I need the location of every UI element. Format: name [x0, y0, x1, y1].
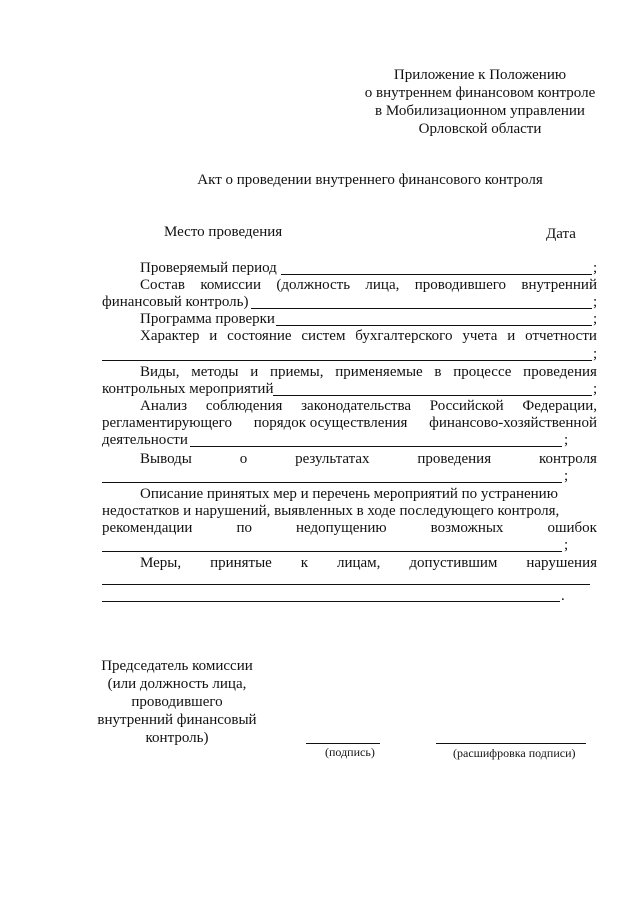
- semicolon: ;: [593, 311, 598, 327]
- analysis-line: [190, 446, 562, 447]
- word: порядок осуществления: [253, 415, 408, 431]
- analysis-line-3: деятельности: [102, 432, 188, 448]
- word: комиссии: [200, 277, 261, 293]
- semicolon: ;: [593, 260, 598, 276]
- date-label: Дата: [546, 226, 576, 242]
- header-line-2: о внутреннем финансовом контроле: [364, 85, 596, 101]
- word: проведения: [523, 364, 597, 380]
- violators-line-1-blank: [102, 584, 590, 585]
- word: о: [239, 451, 248, 467]
- word: проводившего: [414, 277, 507, 293]
- header-line-4: Орловской области: [418, 121, 542, 137]
- word: Виды,: [140, 364, 180, 380]
- word: (должность: [276, 277, 351, 293]
- word: лицам,: [336, 555, 381, 571]
- program-line: [276, 325, 592, 326]
- word: бухгалтерского: [355, 328, 453, 344]
- word: Российской: [429, 398, 504, 414]
- violators-line-1: [140, 555, 597, 572]
- word: систем: [301, 328, 346, 344]
- conclusions-line: [102, 482, 562, 483]
- word: законодательства: [301, 398, 412, 414]
- word: по: [236, 520, 252, 536]
- word: отчетности: [525, 328, 597, 344]
- word: соблюдения: [205, 398, 283, 414]
- header-line-3: в Мобилизационном управлении: [375, 103, 585, 119]
- word: нарушения: [526, 555, 597, 571]
- commission-line: [251, 308, 592, 309]
- word: недопущению: [296, 520, 387, 536]
- word: регламентирующего: [102, 415, 232, 431]
- word: результатах: [295, 451, 370, 467]
- semicolon: ;: [593, 294, 598, 310]
- commission-line-2: финансовый контроль): [102, 294, 249, 310]
- signature-sign-line: [306, 743, 380, 744]
- semicolon: ;: [593, 381, 598, 397]
- period-line: [281, 274, 592, 275]
- signature-decode-line: [436, 743, 586, 744]
- word: Анализ: [140, 398, 188, 414]
- analysis-line-2: [102, 415, 597, 432]
- measures-line: [102, 551, 562, 552]
- word: и: [209, 328, 218, 344]
- word: возможных: [430, 520, 504, 536]
- word: к: [300, 555, 309, 571]
- semicolon: ;: [564, 537, 569, 553]
- word: рекомендации: [102, 520, 193, 536]
- word: ошибок: [547, 520, 597, 536]
- word: проведения: [417, 451, 492, 467]
- word: учета: [462, 328, 498, 344]
- place-label: Место проведения: [164, 224, 283, 240]
- word: в: [434, 364, 442, 380]
- accounting-line: [102, 360, 592, 361]
- word: лица,: [365, 277, 400, 293]
- word: Характер: [140, 328, 200, 344]
- analysis-line-1: [140, 398, 597, 415]
- document-title: Акт о проведении внутреннего финансового контроля: [197, 172, 543, 188]
- word: состояние: [227, 328, 292, 344]
- signature-line-5: контроль): [145, 730, 209, 746]
- methods-line-2: контрольных мероприятий: [102, 381, 274, 397]
- measures-line-3: [102, 520, 597, 537]
- signature-line-2: (или должность лица,: [107, 676, 247, 692]
- accounting-line-1: [140, 328, 597, 345]
- sign-caption: (подпись): [325, 745, 375, 759]
- word: и: [250, 364, 259, 380]
- methods-line: [273, 395, 592, 396]
- methods-line-1: [140, 364, 597, 381]
- period-end: .: [561, 588, 565, 604]
- word: методы: [191, 364, 239, 380]
- measures-line-2: недостатков и нарушений, выявленных в ходе последующего контроля,: [102, 503, 560, 519]
- signature-line-3: проводившего: [131, 694, 223, 710]
- commission-line-1: [140, 277, 597, 294]
- header-line-1: Приложение к Положению: [393, 67, 567, 83]
- word: Выводы: [140, 451, 192, 467]
- word: и: [507, 328, 516, 344]
- word: принятые: [210, 555, 272, 571]
- program-label: Программа проверки: [140, 311, 275, 327]
- word: Меры,: [140, 555, 182, 571]
- conclusions-line-1: [140, 451, 597, 468]
- period-label: Проверяемый период: [140, 260, 277, 276]
- signature-line-4: внутренний финансовый: [97, 712, 257, 728]
- word: допустившим: [409, 555, 498, 571]
- word: процессе: [453, 364, 512, 380]
- word: применяемые: [335, 364, 423, 380]
- word: контроля: [538, 451, 597, 467]
- violators-line-2-blank: [102, 601, 560, 602]
- measures-line-1: Описание принятых мер и перечень мероприятий по устранению: [140, 486, 558, 502]
- semicolon: ;: [564, 432, 569, 448]
- word: Состав: [140, 277, 186, 293]
- word: приемы,: [269, 364, 324, 380]
- semicolon: ;: [564, 468, 569, 484]
- word: Федерации,: [522, 398, 597, 414]
- word: внутренний: [521, 277, 597, 293]
- signature-line-1: Председатель комиссии: [101, 658, 253, 674]
- semicolon: ;: [593, 346, 598, 362]
- word: финансово-хозяйственной: [429, 415, 597, 431]
- decode-caption: (расшифровка подписи): [453, 746, 576, 760]
